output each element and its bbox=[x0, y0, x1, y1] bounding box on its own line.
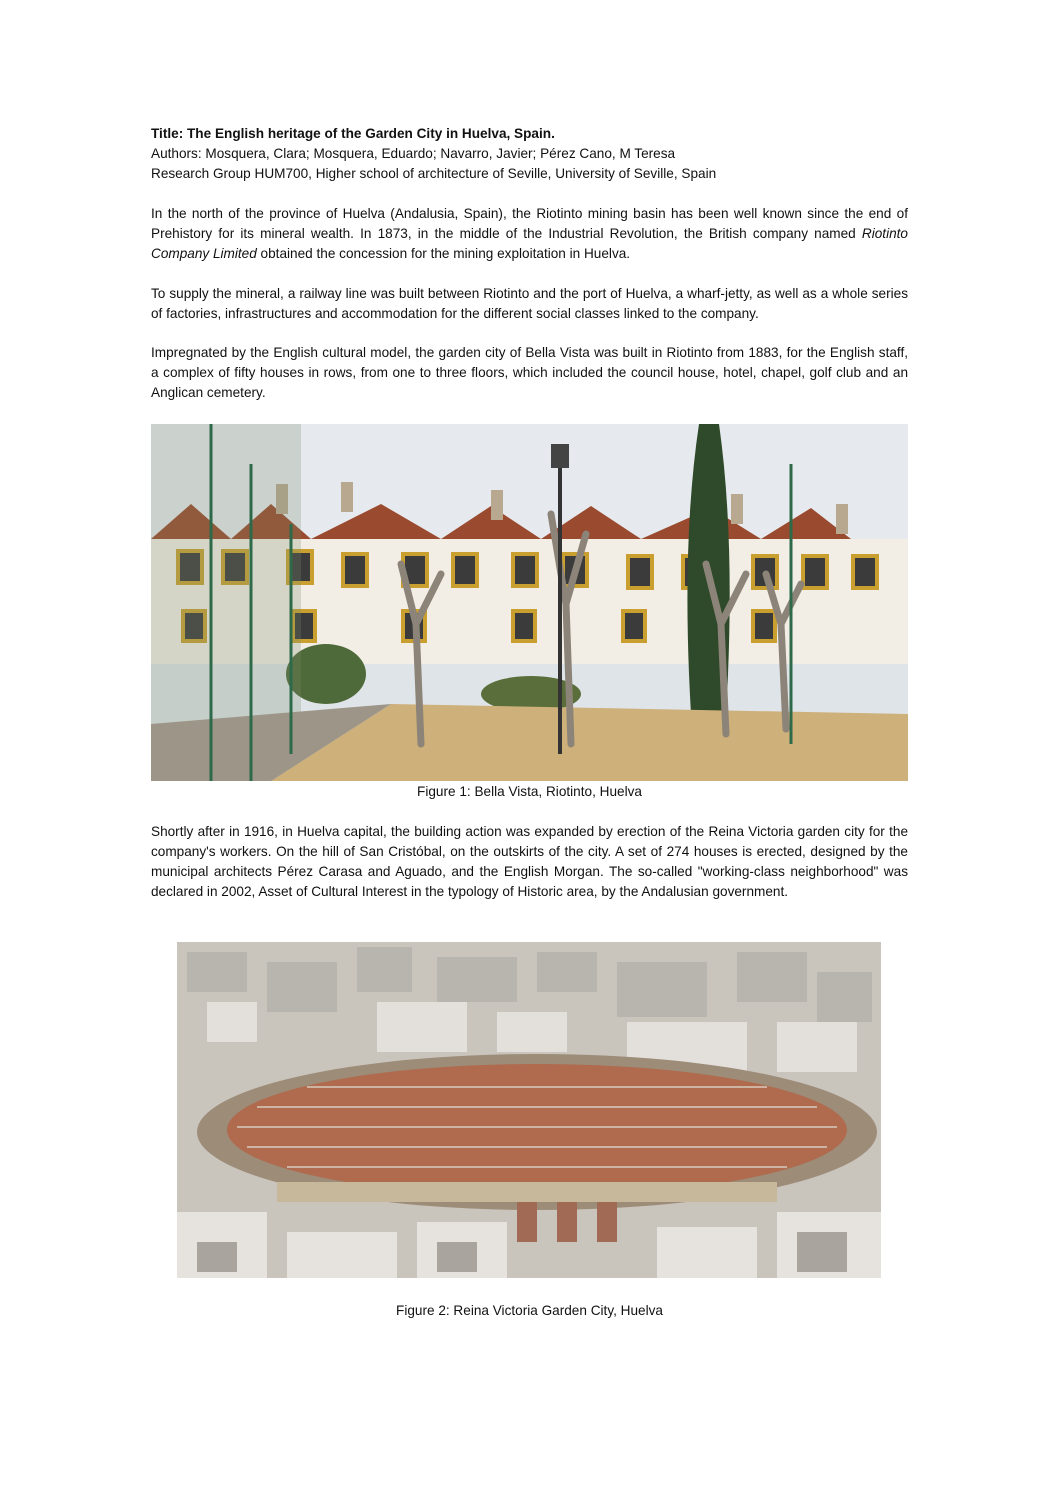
figure-2-photo bbox=[177, 942, 881, 1278]
paragraph-4: Shortly after in 1916, in Huelva capital, the building action was expanded by erection of the Reina Victoria garden city for the company's workers. On the hill of San Cristóbal, on the outskirts of the city. A set of 274 houses is erected, designed by the municipal architects Pérez Carasa and Aguado, and the English Morgan. The so-called "working-class neighborhood" was declared in 2002, Asset of Cultural Interest in the typology of Historic area, by the Andalusian government. bbox=[151, 824, 908, 899]
paragraph-1-text-b: obtained the concession for the mining exploitation in Huelva. bbox=[256, 246, 631, 261]
paragraph-1-text-a: In the north of the province of Huelva (Andalusia, Spain), the Riotinto mining basin has been well known since the end of Prehistory for its mineral wealth. In 1873, in the middle of the Industrial Revolution, the British company named bbox=[151, 206, 908, 241]
document-header bbox=[151, 124, 908, 184]
paragraph-3: Impregnated by the English cultural model, the garden city of Bella Vista was built in Riotinto from 1883, for the English staff, a complex of fifty houses in rows, from one to three floors, which included the council house, hotel, chapel, golf club and an Anglican cemetery. bbox=[151, 345, 908, 400]
figure-1-caption: Figure 1: Bella Vista, Riotinto, Huelva bbox=[417, 784, 642, 799]
paragraph-1 bbox=[151, 204, 908, 264]
paper-title: Title: The English heritage of the Garden City in Huelva, Spain. bbox=[151, 126, 555, 141]
figure-2-caption: Figure 2: Reina Victoria Garden City, Huelva bbox=[396, 1303, 663, 1318]
paragraph-2: To supply the mineral, a railway line was built between Riotinto and the port of Huelva, a wharf-jetty, as well as a whole series of factories, infrastructures and accommodation for the different social classes linked to the company. bbox=[151, 286, 908, 321]
company-name-italic: Riotinto Company Limited bbox=[151, 226, 908, 261]
paper-affiliation: Research Group HUM700, Higher school of architecture of Seville, University of Seville, Spain bbox=[151, 166, 717, 181]
figure-1-photo bbox=[151, 424, 908, 781]
paper-authors: Authors: Mosquera, Clara; Mosquera, Eduardo; Navarro, Javier; Pérez Cano, M Teresa bbox=[151, 146, 676, 161]
